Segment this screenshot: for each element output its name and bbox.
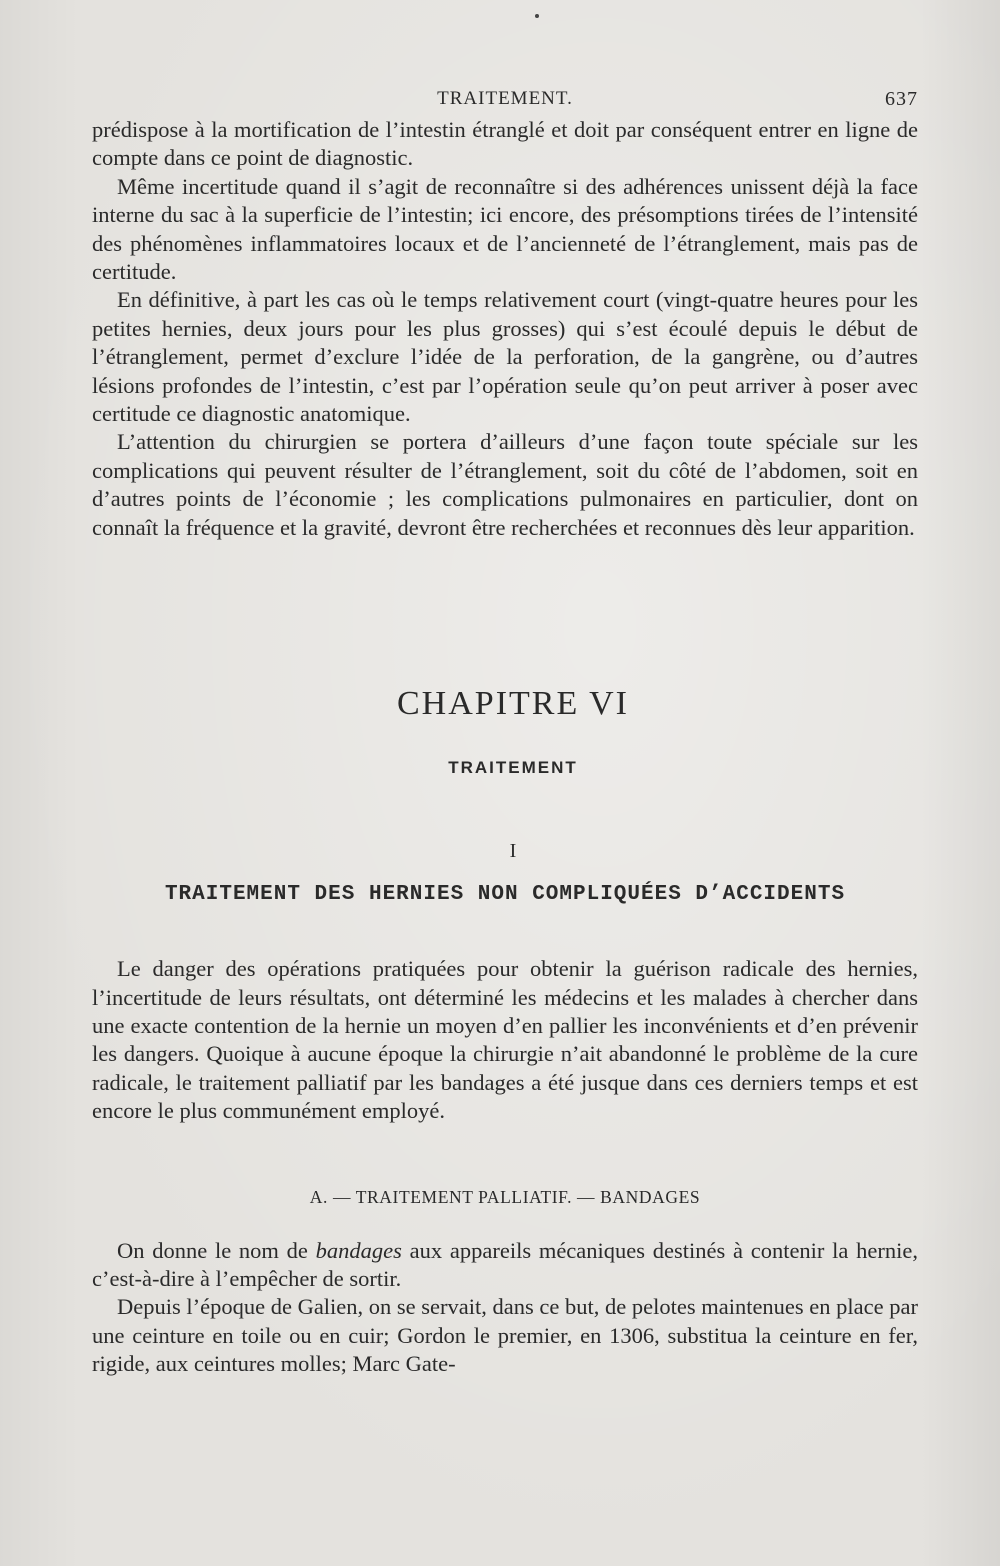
text-run: On donne le nom de <box>117 1237 316 1263</box>
paragraph-complications: L’attention du chirurgien se portera d’ailleurs d’une façon toute spéciale sur les complications qui peuvent résulter de l’étranglement, soit du côté de l’abdomen, soit en d’autres points de l’économie ; les complications pulmonaires en particulier, dont on connaît la fréquence et la gravité, devront être recherchées et reconnues dès leur apparition. <box>92 429 918 540</box>
chapter-subtitle: TRAITEMENT <box>448 758 578 778</box>
section-intro-paragraph: Le danger des opérations pratiquées pour obtenir la guérison radicale des hernies, l’incertitude de leurs résultats, ont déterminé les médecins et les malades à chercher dans une exacte contention de la hernie un moyen d’en pallier les inconvénients et d’en prévenir les dangers. Quoique à aucune époque la chirurgie n’ait abandonné le problème de la cure radicale, le traitement palliatif par les bandages a été jusque dans ces derniers temps et est encore le plus communément employé. <box>92 956 918 1124</box>
text-run: aux appareils mécaniques destinés à contenir la hernie, c’est-à-dire à l’empêcher de sortir. <box>92 1237 918 1291</box>
subsection-title: A. — TRAITEMENT PALLIATIF. — BANDAGES <box>309 1186 701 1207</box>
print-speck <box>535 14 539 18</box>
paragraph-continuation: prédispose à la mortification de l’intestin étranglé et doit par conséquent entrer en ligne de compte dans ce point de diagnostic. <box>92 117 918 171</box>
paragraph-bandages-definition <box>92 1237 918 1294</box>
running-header <box>92 82 918 116</box>
chapter-title: CHAPITRE VI <box>397 685 629 723</box>
paragraph-adherences: Même incertitude quand il s’agit de reconnaître si des adhérences unissent déjà la face interne du sac à la superficie de l’intestin; ici encore, des présomptions tirées de l’intensité des phénomènes inflammatoires locaux et de l’ancienneté de l’étranglement, mais pas de certitude. <box>92 173 918 285</box>
italic-term: bandages <box>315 1237 402 1263</box>
page-number: 637 <box>885 88 918 110</box>
section-number: I <box>509 840 517 863</box>
running-title: TRAITEMENT. <box>437 88 573 109</box>
paragraph-galien: Depuis l’époque de Galien, on se servait, dans ce but, de pelotes maintenues en place par une ceinture en toile ou en cuir; Gordon le premier, en 1306, substitua la ceinture en fer, rigide, aux ceintures molles; Marc Gate- <box>92 1294 918 1377</box>
section-title: TRAITEMENT DES HERNIES NON COMPLIQUÉES D’ACCIDENTS <box>164 883 846 907</box>
book-page <box>92 82 918 1379</box>
paragraph-definitive: En définitive, à part les cas où le temps relativement court (vingt-quatre heures pour les petites hernies, deux jours pour les plus grosses) qui s’est écoulé depuis le début de l’étranglement, permet d’exclure l’idée de la perforation, de la gangrène, ou d’autres lésions profondes de l’intestin, c’est par l’opération seule qu’on peut arriver à poser avec certitude ce diagnostic anatomique. <box>92 287 918 427</box>
